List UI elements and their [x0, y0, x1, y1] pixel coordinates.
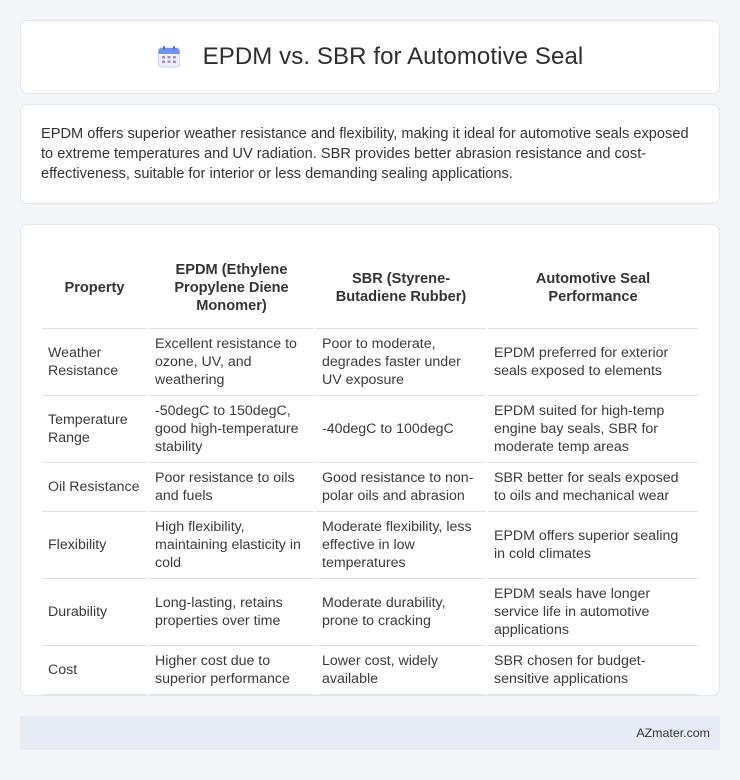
row-sbr-cell: Moderate durability, prone to cracking	[316, 579, 486, 646]
table-row	[42, 396, 698, 463]
row-performance-cell: SBR chosen for budget-sensitive applications	[488, 646, 698, 695]
row-epdm-cell: Higher cost due to superior performance	[149, 646, 314, 695]
row-epdm-cell: Poor resistance to oils and fuels	[149, 463, 314, 512]
table-row	[42, 579, 698, 646]
summary-text: EPDM offers superior weather resistance and flexibility, making it ideal for automotive seals exposed to extreme temperatures and UV radiation. SBR provides better abrasion resistance and cost-effectiveness, suitable for interior or less demanding sealing applications.	[41, 126, 689, 182]
comparison-table	[40, 247, 700, 695]
row-performance-cell: EPDM preferred for exterior seals exposed to elements	[488, 329, 698, 396]
row-property-cell: Durability	[42, 579, 147, 646]
row-epdm-cell: High flexibility, maintaining elasticity in cold	[149, 512, 314, 579]
row-property-cell: Temperature Range	[42, 396, 147, 463]
table-header-row	[42, 247, 698, 329]
row-epdm-cell: -50degC to 150degC, good high-temperature stability	[149, 396, 314, 463]
row-property-cell: Weather Resistance	[42, 329, 147, 396]
table-row	[42, 329, 698, 396]
footer-source-link[interactable]: AZmater.com	[636, 726, 710, 740]
row-epdm-cell: Long-lasting, retains properties over time	[149, 579, 314, 646]
row-sbr-cell: Poor to moderate, degrades faster under UV exposure	[316, 329, 486, 396]
row-property-cell: Oil Resistance	[42, 463, 147, 512]
row-performance-cell: SBR better for seals exposed to oils and mechanical wear	[488, 463, 698, 512]
footer	[20, 716, 720, 750]
title-wrap	[157, 43, 584, 71]
table-row	[42, 646, 698, 695]
table-row	[42, 463, 698, 512]
row-property-cell: Flexibility	[42, 512, 147, 579]
column-header-epdm: EPDM (Ethylene Propylene Diene Monomer)	[149, 247, 314, 329]
summary-card	[20, 104, 720, 204]
page-title: EPDM vs. SBR for Automotive Seal	[202, 43, 584, 70]
row-performance-cell: EPDM suited for high-temp engine bay seals, SBR for moderate temp areas	[488, 396, 698, 463]
comparison-table-card	[20, 224, 720, 696]
row-sbr-cell: -40degC to 100degC	[316, 396, 486, 463]
row-epdm-cell: Excellent resistance to ozone, UV, and weathering	[149, 329, 314, 396]
column-header-sbr: SBR (Styrene-Butadiene Rubber)	[316, 247, 486, 329]
calendar-icon	[157, 45, 181, 69]
title-card	[20, 20, 720, 94]
row-sbr-cell: Lower cost, widely available	[316, 646, 486, 695]
column-header-performance: Automotive Seal Performance	[488, 247, 698, 329]
row-performance-cell: EPDM offers superior sealing in cold climates	[488, 512, 698, 579]
row-sbr-cell: Moderate flexibility, less effective in low temperatures	[316, 512, 486, 579]
column-header-property: Property	[42, 247, 147, 329]
table-row	[42, 512, 698, 579]
row-property-cell: Cost	[42, 646, 147, 695]
row-sbr-cell: Good resistance to non-polar oils and abrasion	[316, 463, 486, 512]
row-performance-cell: EPDM seals have longer service life in automotive applications	[488, 579, 698, 646]
